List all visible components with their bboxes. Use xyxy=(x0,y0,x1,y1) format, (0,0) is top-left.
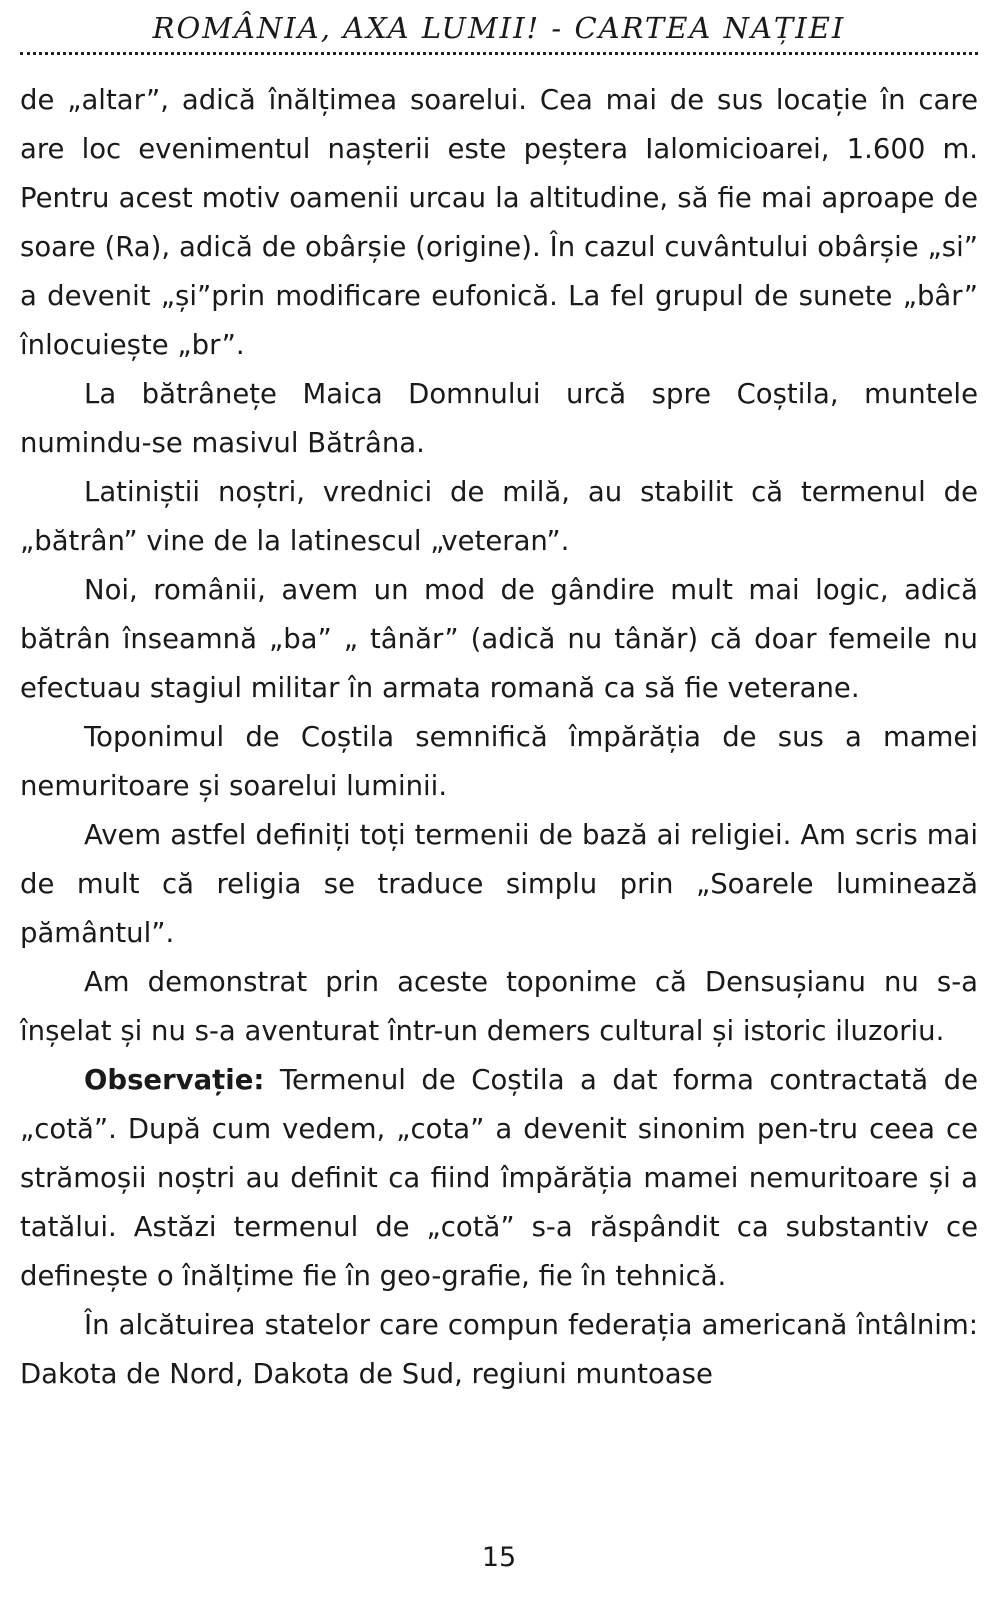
paragraph-9: În alcătuirea statelor care compun federația americană întâlnim: Dakota de Nord, Dakota de Sud, regiuni muntoase xyxy=(20,1309,978,1390)
header-dotted-rule xyxy=(20,52,978,55)
observation-text: Termenul de Coștila a dat forma contractată de „cotă”. După cum vedem, „cota” a devenit sinonim pen-tru ceea ce strămoșii noștri au definit ca fiind împărăția mamei nemuritoare și a tatălui. Astăzi termenul de „cotă” s-a răspândit ca substantiv ce definește o înălțime fie în geo-grafie, fie în tehnică. xyxy=(20,1064,978,1292)
paragraph-5: Toponimul de Coștila semnifică împărăția de sus a mamei nemuritoare și soarelui luminii. xyxy=(20,721,978,802)
paragraph-1: de „altar”, adică înălțimea soarelui. Cea mai de sus locație în care are loc evenimentul nașterii este peștera Ialomicioarei, 1.600 m. Pentru acest motiv oamenii urcau la altitudine, să fie mai aproape de soare (Ra), adică de obârșie (origine). În cazul cuvântului obârșie „si” a devenit „și”prin modificare eufonică. La fel grupul de sunete „bâr” înlocuiește „br”. xyxy=(20,84,978,361)
page-number: 15 xyxy=(481,1542,517,1573)
paragraph-2: La bătrânețe Maica Domnului urcă spre Coștila, muntele numindu-se masivul Bătrâna. xyxy=(20,378,978,459)
running-header: ROMÂNIA, AXA LUMII! - CARTEA NAȚIEI xyxy=(152,11,846,45)
observation-label: Observație: xyxy=(84,1064,265,1096)
paragraph-7: Am demonstrat prin aceste toponime că Densușianu nu s-a înșelat și nu s-a aventurat într-un demers cultural și istoric iluzoriu. xyxy=(20,966,978,1047)
paragraph-8 xyxy=(20,1056,978,1301)
paragraph-4: Noi, românii, avem un mod de gândire mult mai logic, adică bătrân înseamnă „ba” „ tânăr” (adică nu tânăr) că doar femeile nu efectuau stagiul militar în armata romană ca să fie veterane. xyxy=(20,574,978,704)
paragraph-3: Latiniștii noștri, vrednici de milă, au stabilit că termenul de „bătrân” vine de la latinescul „veteran”. xyxy=(20,476,978,557)
paragraph-6: Avem astfel definiți toți termenii de bază ai religiei. Am scris mai de mult că religia se traduce simplu prin „Soarele luminează pământul”. xyxy=(20,819,978,949)
page-body xyxy=(20,76,978,1399)
